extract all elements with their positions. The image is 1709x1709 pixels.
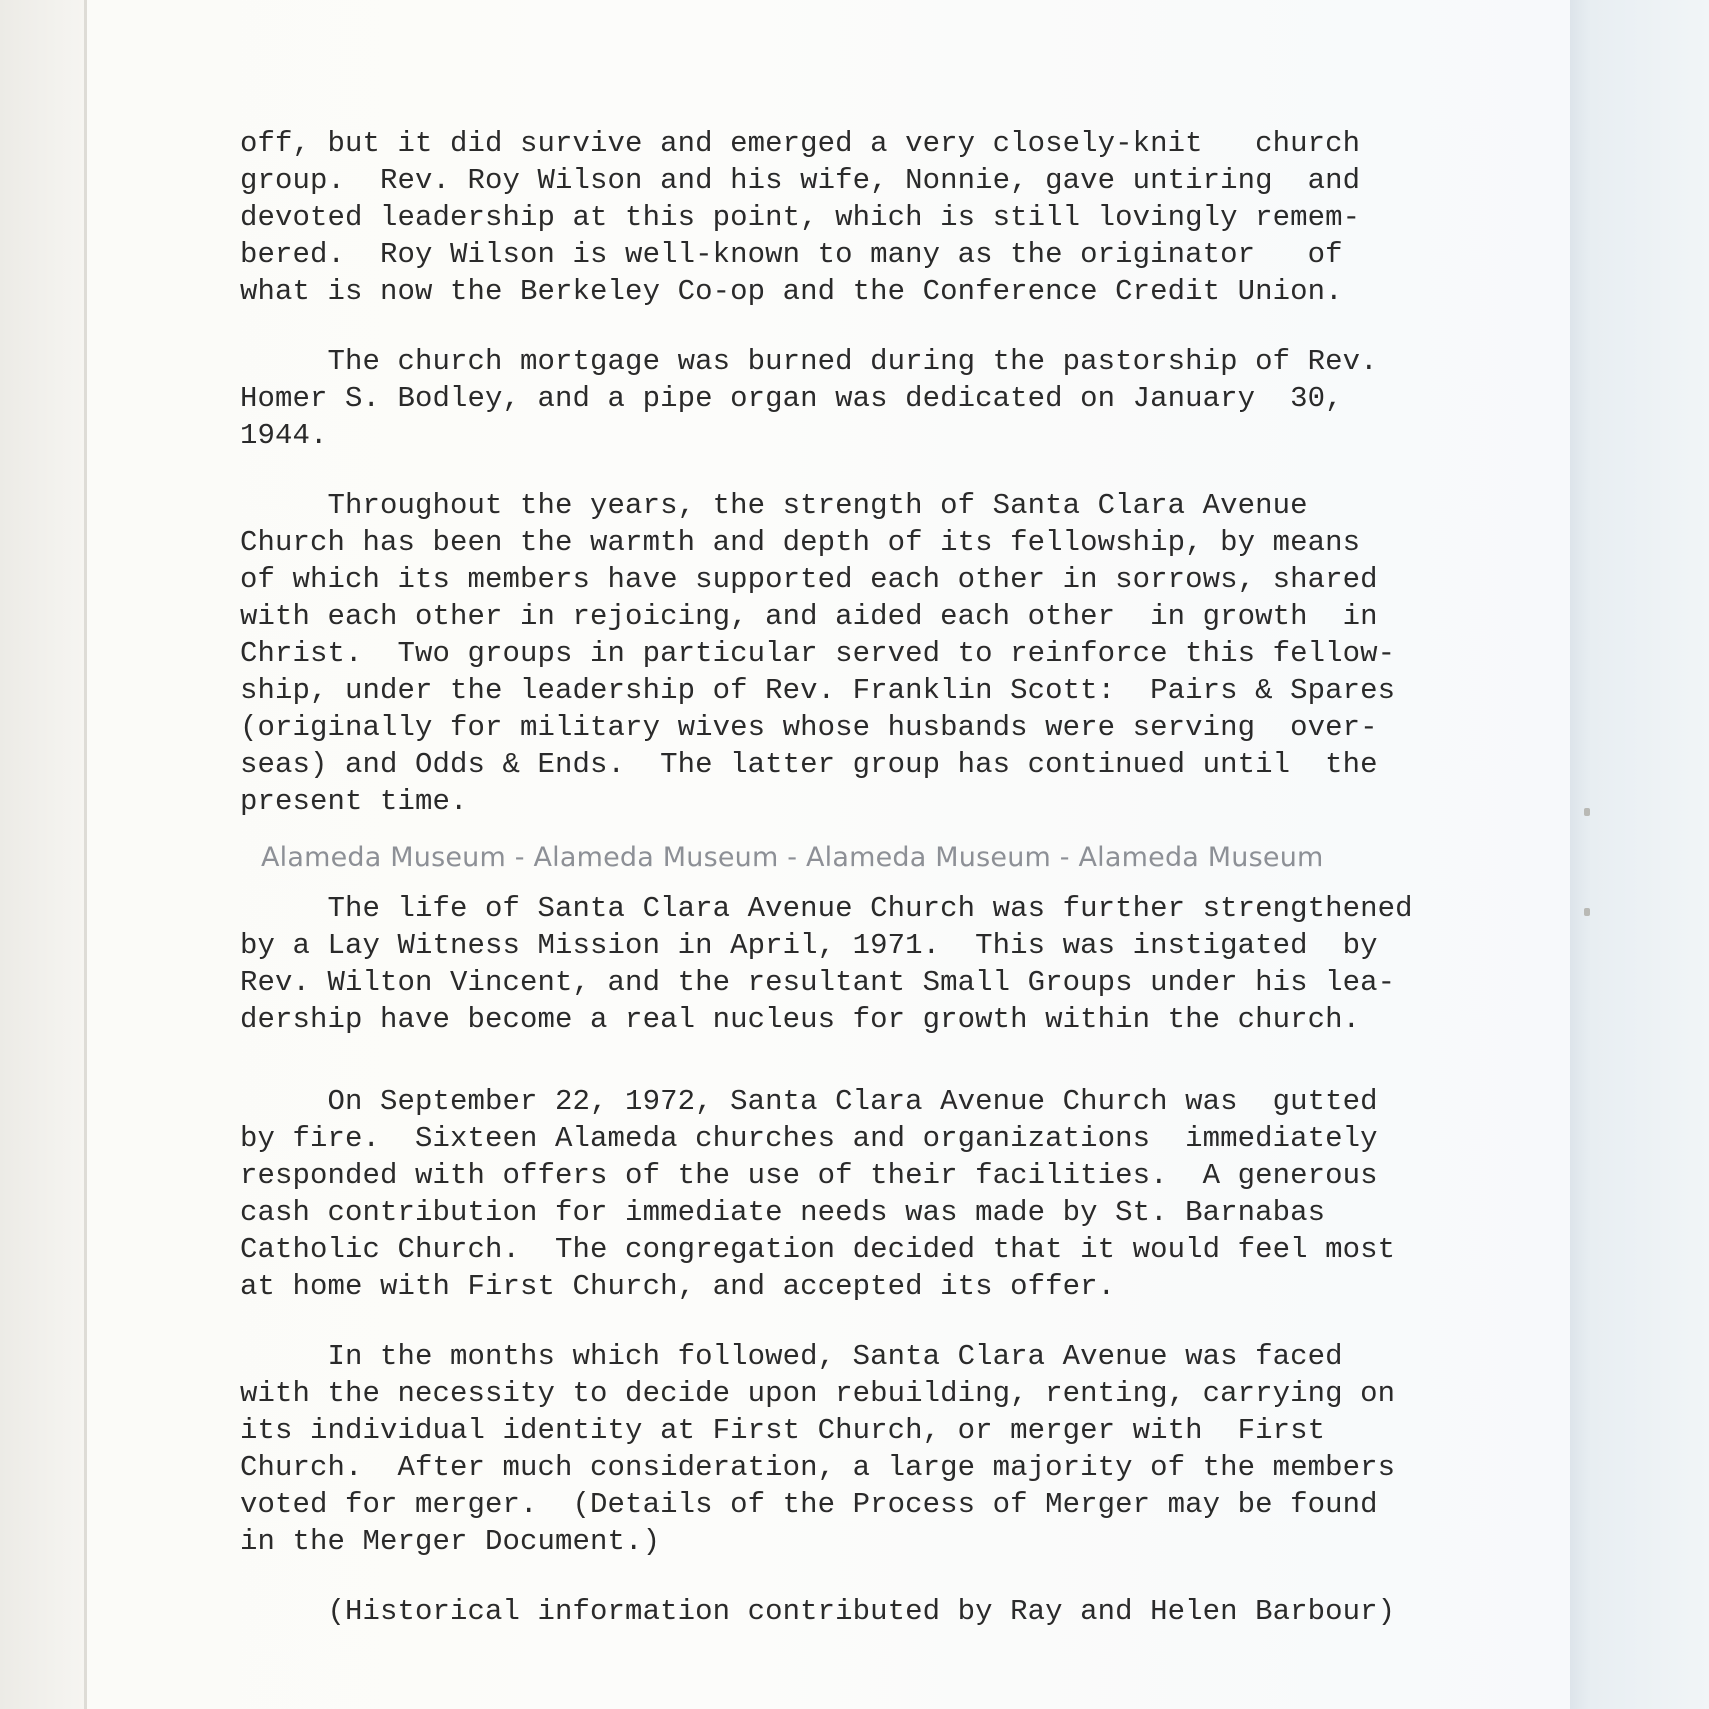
text-line: The life of Santa Clara Avenue Church was further strengthened (240, 892, 1413, 925)
text-line: with the necessity to decide upon rebuilding, renting, carrying on (240, 1377, 1396, 1410)
text-line: present time. (240, 785, 468, 818)
text-line: seas) and Odds & Ends. The latter group has continued until the (240, 748, 1378, 781)
document-body (240, 125, 1490, 1663)
text-line: with each other in rejoicing, and aided each other in growth in (240, 600, 1378, 633)
paragraph-1 (240, 125, 1490, 310)
text-line: responded with offers of the use of their facilities. A generous (240, 1159, 1378, 1192)
text-line: devoted leadership at this point, which is still lovingly remem- (240, 201, 1361, 234)
text-line: ship, under the leadership of Rev. Franklin Scott: Pairs & Spares (240, 674, 1396, 707)
text-line: off, but it did survive and emerged a very closely-knit church (240, 127, 1361, 160)
attribution-paragraph (240, 1593, 1490, 1630)
page-edge-mark (1584, 908, 1590, 916)
text-line: Catholic Church. The congregation decided that it would feel most (240, 1233, 1396, 1266)
text-line: its individual identity at First Church, or merger with First (240, 1414, 1326, 1447)
text-line: Christ. Two groups in particular served to reinforce this fellow- (240, 637, 1396, 670)
text-line: 1944. (240, 419, 328, 452)
text-line: in the Merger Document.) (240, 1525, 661, 1558)
paragraph-6 (240, 1338, 1490, 1560)
text-line: by a Lay Witness Mission in April, 1971. This was instigated by (240, 929, 1378, 962)
text-line: (originally for military wives whose husbands were serving over- (240, 711, 1378, 744)
text-line: bered. Roy Wilson is well-known to many as the originator of (240, 238, 1343, 271)
text-line: cash contribution for immediate needs was made by St. Barnabas (240, 1196, 1326, 1229)
paragraph-3 (240, 487, 1490, 820)
text-line: by fire. Sixteen Alameda churches and organizations immediately (240, 1122, 1378, 1155)
text-line: Church has been the warmth and depth of its fellowship, by means (240, 526, 1361, 559)
paragraph-2 (240, 343, 1490, 454)
page-edge-mark (1584, 808, 1590, 816)
text-line: at home with First Church, and accepted its offer. (240, 1270, 1116, 1303)
text-line: Church. After much consideration, a large majority of the members (240, 1451, 1396, 1484)
paragraph-4 (240, 890, 1490, 1038)
page-edge-shadow (1570, 0, 1709, 1709)
text-line: Rev. Wilton Vincent, and the resultant Small Groups under his lea- (240, 966, 1396, 999)
text-line: On September 22, 1972, Santa Clara Avenue Church was gutted (240, 1085, 1378, 1118)
paragraph-5 (240, 1083, 1490, 1305)
text-line: group. Rev. Roy Wilson and his wife, Nonnie, gave untiring and (240, 164, 1361, 197)
text-line: dership have become a real nucleus for growth within the church. (240, 1003, 1361, 1036)
text-line: The church mortgage was burned during the pastorship of Rev. (240, 345, 1378, 378)
text-line: In the months which followed, Santa Clara Avenue was faced (240, 1340, 1343, 1373)
left-page-margin (0, 0, 84, 1709)
text-line: Throughout the years, the strength of Santa Clara Avenue (240, 489, 1308, 522)
text-line: what is now the Berkeley Co-op and the Conference Credit Union. (240, 275, 1343, 308)
museum-watermark: Alameda Museum - Alameda Museum - Alameda Museum - Alameda Museum (261, 842, 1324, 873)
attribution-line: (Historical information contributed by Ray and Helen Barbour) (240, 1595, 1396, 1628)
text-line: voted for merger. (Details of the Process of Merger may be found (240, 1488, 1378, 1521)
text-line: Homer S. Bodley, and a pipe organ was dedicated on January 30, (240, 382, 1343, 415)
text-line: of which its members have supported each other in sorrows, shared (240, 563, 1378, 596)
